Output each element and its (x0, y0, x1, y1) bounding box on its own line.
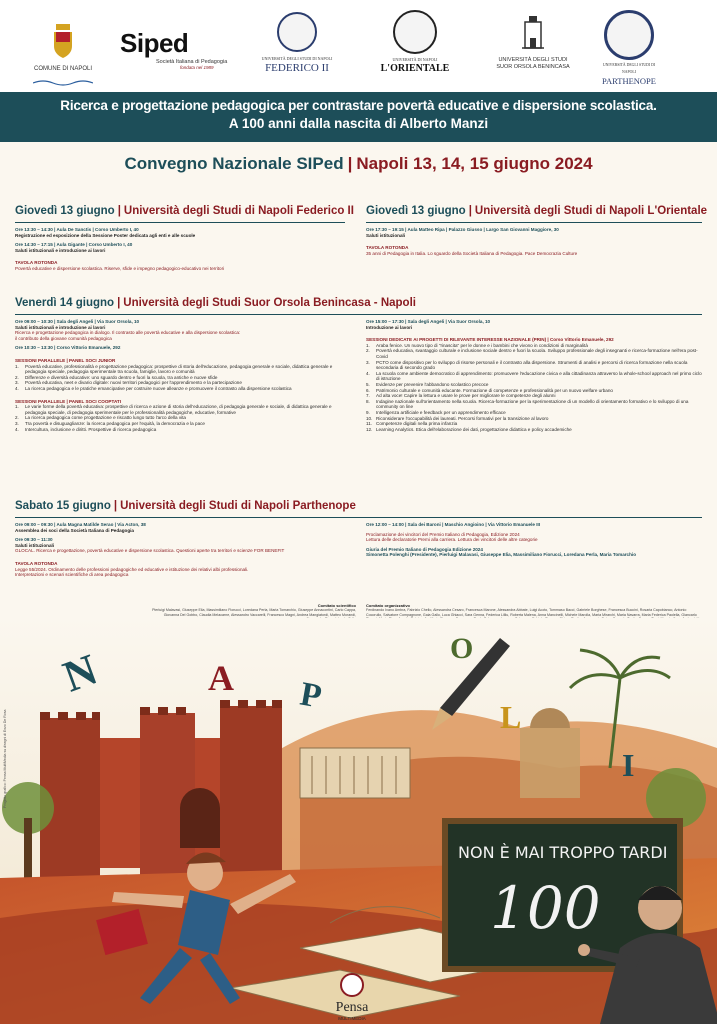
banner-line-2: A 100 anni dalla nascita di Alberto Manzi (228, 116, 489, 131)
title-banner (0, 92, 717, 142)
board-number: 100 (490, 874, 601, 942)
board-text: NON È MAI TROPPO TARDI (458, 843, 668, 862)
orsola-name: UNIVERSITÀ DEGLI STUDI SUOR ORSOLA BENINCASA (496, 57, 570, 70)
day1-s2-text: Saluti istituzionali e introduzione ai lavori (15, 247, 106, 253)
org-text: Ferdinando Ivano Ambra, Fabrizio Chello, Alessandra Cesaro, Francesca Marone, Alessandra Abbate, Luigi Acoto, Tommaso Bacci, Gabriele Borghese, Francesca Buccini, Rosaria Capobianco, Antonio Cocorullo, Salvatore Compagnone, Gaia Gallo, Luca Ghiacci, Sara Genna, Federica Lilliu, Roberta Malena, Anna Mancinelli, Michele Marolla, Maria Mirarchi, Maria Navarra, Maria Federica Paolella, Giancarlo (366, 608, 697, 617)
day2-heading: Venerdì 14 giugno | Università degli Studi Suor Orsola Benincasa - Napoli (15, 297, 416, 309)
list-item: 3. PCTO come dispositivo per lo sviluppo di risorse personali e il contrasto alla dispersione. Strumenti di analisi e percorsi di ricerca formazione nella scuola secondaria di secondo grado (366, 359, 688, 371)
day1b-heading: Giovedì 13 giugno | Università degli Studi di Napoli L'Orientale (366, 205, 708, 217)
pensa-sub: MULTIMEDIA (338, 1016, 366, 1021)
sci-title: Comitato scientifico (317, 603, 356, 608)
list-item: 4. La ricerca pedagogica e le pratiche emancipative per costruire nuove alleanze e promuovere il contrasto alla dispersione scolastica (15, 385, 292, 391)
day3-date: Sabato 15 giugno (15, 500, 111, 512)
day2-r-time: Ore 15:00 – 17:30 | Sala degli Angeli | Via Suor Orsola, 10 (366, 319, 491, 324)
day2-prin-list (366, 343, 702, 433)
day3-l-text2: Saluti istituzionali (15, 542, 55, 548)
list-item: 5. Evidenze per prevenire l'abbandono scolastico precoce (366, 381, 489, 387)
letter-n: N (56, 644, 104, 702)
convegno-name: Convegno Nazionale SIPed (124, 154, 344, 173)
day3-giuria-head: Giuria del Premio Italiano di Pedagogia Edizione 2024 (366, 546, 483, 552)
day3-tavola-head: TAVOLA ROTONDA (15, 560, 58, 566)
day1-tavola-text: Povertà educative e dispersione scolastica. Riserve, sfide e impegno pedagogico-educativo nei territori (15, 265, 225, 271)
day3-r-time: Ore 12:00 – 14:00 | Sala dei Baroni | Maschio Angioino | Via Vittorio Emanuele III (366, 522, 541, 527)
day1-s2-time: Ore 14:30 – 17:15 | Aula Gigante | Corso Umberto I, 40 (15, 242, 133, 248)
siped-logo (120, 28, 230, 70)
day3-l-time2: Ore 09:30 – 11:30 (15, 537, 53, 543)
orientale-logo (380, 10, 450, 74)
list-item: 8. Indagine nazionale sull'orientamento nella scuola. Ricerca-formazione per la sperimentazione di un modello di orientamento formativo e lo sviluppo di una community on line (366, 398, 689, 410)
day1-s1-text: Registrazione ed esposizione della Sessione Poster dedicata agli enti e alle scuole (15, 232, 196, 238)
day1-heading: Giovedì 13 giugno | Università degli Studi di Napoli Federico II (15, 205, 354, 217)
day3-place: Università degli Studi di Napoli Parthenope (120, 500, 356, 512)
day2-date: Venerdì 14 giugno (15, 297, 115, 309)
day3-heading: Sabato 15 giugno | Università degli Studi di Napoli Parthenope (15, 500, 356, 512)
letter-l: L (500, 699, 522, 735)
list-item: 3. Tra povertà e disuguaglianze: la ricerca pedagogica per l'equità, la democrazia e la pace (15, 420, 205, 426)
day2-l-text2: Ricerca e progettazione pedagogica in dialogo. Il contrasto alle povertà educative e alla dispersione scolastica: (15, 330, 241, 336)
day2-l-text1: Saluti istituzionali e introduzione ai lavori (15, 324, 106, 330)
parthenope-small: UNIVERSITÀ DEGLI STUDI DI NAPOLI (602, 63, 656, 74)
day1-rule (15, 222, 345, 223)
convegno-dates: Napoli 13, 14, 15 giugno 2024 (356, 154, 593, 173)
day3-giuria: Simonetta Polenghi (Presidente), Pierluigi Malavasi, Giuseppe Elia, Massimiliano Fiorucci, Loredana Perla, Maria Tomarchio (366, 552, 636, 558)
list-item: 2. La ricerca pedagogica come progettazione e riscatto lungo tutto l'arco della vita (15, 415, 186, 421)
castle-icon (40, 700, 282, 888)
comune-logo (30, 24, 96, 91)
federico-seal-icon (277, 12, 317, 52)
day2-prin-head: SESSIONI DEDICATE AI PROGETTI DI RILEVANTE INTERESSE NAZIONALE (PRIN) | Corso Vittorio Emanuele, 292 (366, 337, 614, 343)
day3-tavola-text2: Interpretazioni e scenari scientifiche di area pedagogica (15, 572, 129, 578)
day3-morning (15, 522, 345, 578)
letter-o: O (450, 632, 474, 665)
day1b-s1-text: Saluti istituzionali (366, 232, 406, 238)
day2-place: Università degli Studi Suor Orsola Benincasa - Napoli (123, 297, 416, 309)
day3-noon (366, 522, 702, 558)
day3-tavola-text1: Legge 55/2024. Ordinamento delle professioni pedagogiche ed educative e istituzione dei relativi albi professionali. (15, 566, 249, 572)
day2-rule (15, 314, 702, 315)
list-item: 12. Learning Analytics. Etica dell'elaborazione dei dati, progettazione didattica e policy accademiche (366, 426, 572, 432)
day1-s1-time: Ore 13:30 – 14:30 | Aula De Sanctis | Corso Umberto I, 40 (15, 227, 139, 232)
pensa-name: Pensa (335, 1000, 369, 1015)
federico-name: FEDERICO II (265, 62, 329, 74)
list-item: 3. Povertà educativa, neet e divario digitale: nuovi territori pedagogici per l'apprendimento e la partecipazione (15, 380, 242, 386)
side-credit: Progetto grafico: Pensa MultiMedia su disegni di Enzo De Rosa (3, 709, 7, 808)
day1-tavola-head: TAVOLA ROTONDA (15, 260, 58, 266)
palazzo-shape (300, 748, 410, 798)
day2-afternoon (366, 319, 702, 432)
orientale-small: UNIVERSITÀ DI NAPOLI (392, 57, 438, 62)
day2-coopt-list (15, 404, 345, 432)
day1b-program (366, 227, 702, 256)
day2-r-text: Introduzione ai lavori (366, 324, 413, 330)
day2-l-time2: Ore 10:30 – 13:30 | Corso Vittorio Emanuele, 292 (15, 345, 121, 351)
day1b-rule (366, 222, 702, 223)
wave-icon (33, 80, 93, 86)
day2-coopt-head: SESSIONI PARALLELE | PANEL SOCI COOPTATI (15, 398, 122, 404)
list-item: 6. Patrimonio culturale e comunità educante. Formazione di competenze e professionalità per un nuovo welfare urbano (366, 387, 613, 393)
napoli-illustration (0, 618, 717, 1024)
day1b-date: Giovedì 13 giugno (366, 205, 466, 217)
day2-junior-head: SESSIONI PARALLELE | PANEL SOCI JUNIOR (15, 357, 116, 363)
letter-i: I (622, 747, 635, 783)
letter-a: A (208, 658, 234, 698)
list-item: 9. Intelligenza artificiale e feedback per un apprendimento efficace (366, 409, 506, 415)
parthenope-logo (596, 10, 662, 86)
day1b-tavola-head: TAVOLA ROTONDA (366, 245, 409, 251)
day3-l-text3: GLOCAL. Ricerca e progettazione, povertà educative e dispersione scolastica. Questioni aperte tra territori e scienze FOR BENEFIT (15, 548, 285, 554)
federico-logo (254, 12, 340, 74)
day3-r-text1: Proclamazione dei vincitori del Premio Italiano di Pedagogia, Edizione 2024 (366, 531, 520, 537)
day2-l-text3: il contributo della giovane comunità pedagogica (15, 335, 112, 341)
list-item: 2. Povertà educativa, svantaggio culturale e inclusione sociale dentro e fuori la scuola. Sviluppo professionale degli insegnanti e ricerca-formazione nell'era post-Covid (366, 348, 698, 359)
list-item: 11. Competenze digitali nella prima infanzia (366, 421, 458, 427)
day1-date: Giovedì 13 giugno (15, 205, 115, 217)
list-item: 1. Le varie forme della povertà educativa: prospettive di ricerca e azione di storia dell'educazione, di pedagogia generale e sociale, di didattica generale e pedagogia speciale, di pedagogia sperimentale per le professionalità pedagogiche, educative, formative (15, 404, 332, 415)
parthenope-name: PARTHENOPE (602, 76, 656, 86)
orientale-name: L'ORIENTALE (380, 63, 450, 74)
list-item: 4. Intercultura, inclusione e diritti. Prospettive di ricerca pedagogica (15, 426, 157, 432)
day3-l-text: Assemblea dei soci della Società Italiana di Pedagogia (15, 527, 134, 533)
day1b-tavola-text: 35 anni di Pedagogia in Italia. Lo sguardo della Società Italiana di Pedagogia. Pace Democrazia Culture (366, 250, 578, 256)
sci-text: Pierluigi Malavasi, Giuseppe Elia, Massimiliano Fiorucci, Loredana Perla, Maria Tomarchio, Giuseppe Annacontini, Carlo Cappa, Giovanna Del Gobbo, Claudia Melacarne, Alessandro Vaccarelli, Francesco Magni, Andrea Mangiatordi, Matteo Morandi, (152, 608, 356, 617)
orsola-tower-icon (520, 14, 546, 52)
list-item: 4. La scuola come ambiente democratico di apprendimento: promuovere l'educazione civica e alla cittadinanza attraverso la whole-school approach nel primo ciclo di istruzione (366, 370, 702, 382)
org-title: Comitato organizzativo (366, 603, 411, 608)
banner-line-1: Ricerca e progettazione pedagogica per contrastare povertà educative e dispersione scolastica. (60, 98, 657, 113)
day3-rule (15, 517, 702, 518)
orientale-seal-icon (393, 10, 437, 54)
day3-r-text2: Lettura delle declaratorie Premi alla carriera. Lettura dei vincitori delle altre categorie (366, 537, 538, 543)
logos-row (0, 0, 717, 92)
day3-l-time: Ore 09:00 – 09:30 | Aula Magna Matilde Serao | Via Acton, 38 (15, 522, 146, 527)
parthenope-seal-icon (604, 10, 654, 60)
day2-morning (15, 319, 345, 432)
list-item: 2. Differenze e diversità educative: uno sguardo dentro e fuori la scuola, tra antiche e nuove sfide (15, 374, 218, 380)
siped-name: Siped (120, 28, 189, 58)
day2-l-time: Ore 09:00 – 10:30 | Sala degli Angeli | Via Suor Orsola, 10 (15, 319, 140, 324)
day1-place: Università degli Studi di Napoli Federico II (123, 205, 354, 217)
siped-subtitle: Società Italiana di Pedagogia (156, 59, 228, 65)
comune-caption: COMUNE DI NAPOLI (33, 66, 92, 72)
list-item: 7. Ad alta voce! Capire la lettura e usare le prove per migliorare le competenze degli alunni (366, 393, 556, 399)
siped-since: fondata nel 1989 (180, 65, 214, 70)
napoli-crest-icon (52, 24, 74, 58)
federico-small: UNIVERSITÀ DEGLI STUDI DI NAPOLI (261, 56, 333, 61)
list-item: 10. Riconsiderare l'occupabilità dei laureati. Percorsi formativi per la transizione al lavoro (366, 415, 549, 421)
list-item: 1. Araba fenice. Un nuovo tipo di "rinascita" per le donne e i bambini che vivono in condizioni di marginalità (366, 342, 588, 348)
letter-p: P (297, 675, 325, 716)
convegno-title: Convegno Nazionale SIPed | Napoli 13, 14, 15 giugno 2024 (124, 154, 593, 173)
day1b-s1-time: Ore 17:30 – 19:15 | Aula Matteo Ripa | Palazzo Giusso | Largo San Giovanni Maggiore, 30 (366, 227, 559, 232)
day1b-place: Università degli Studi di Napoli L'Orientale (474, 205, 708, 217)
orsola-logo (490, 14, 576, 70)
list-item: 1. Povertà educative, professionalità e progettazione pedagogica: prospettive di storia dell'educazione, pedagogia generale e sociale, didattica generale e pedagogia speciale, pedagogia sperimentale tra scuola, famiglie, lavoro e comunità (15, 363, 333, 375)
day2-junior-list (15, 364, 345, 392)
day1-program (15, 227, 345, 272)
